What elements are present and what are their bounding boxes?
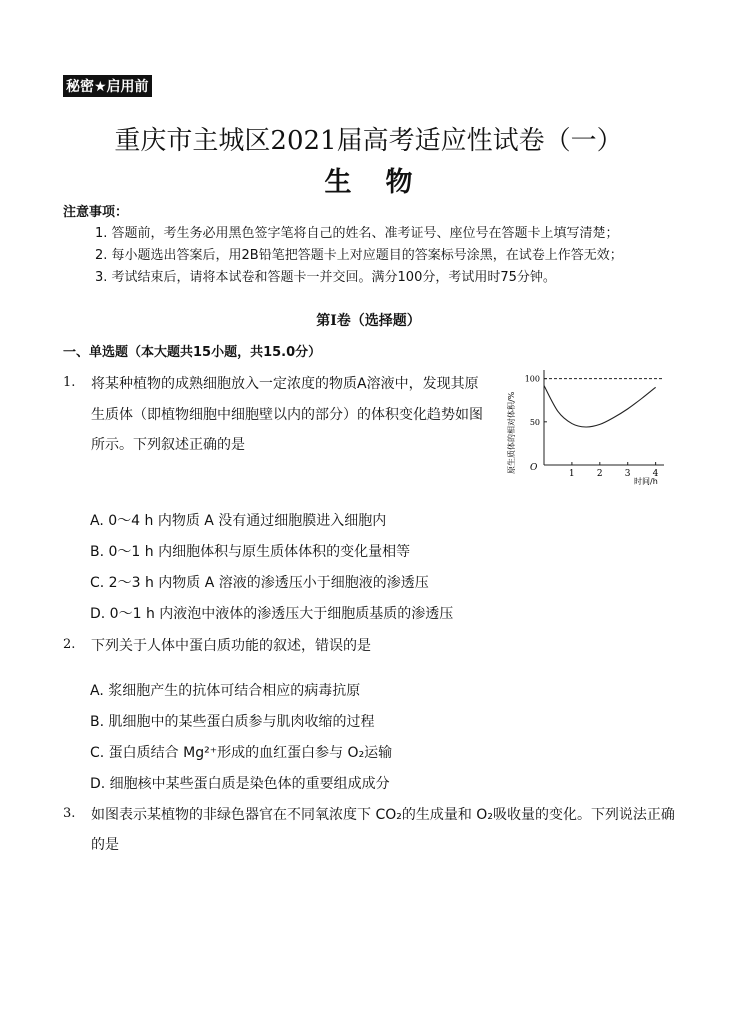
option-a: A. 浆细胞产生的抗体可结合相应的病毒抗原 <box>90 683 361 699</box>
note-item: 3. 考试结束后，请将本试卷和答题卡一并交回。满分100分，考试用时75分钟。 <box>95 270 556 285</box>
question-number: 1. <box>63 375 76 390</box>
y-tick-label: 100 <box>524 374 540 384</box>
exam-title: 重庆市主城区2021届高考适应性试卷（一） <box>114 126 623 156</box>
note-item: 2. 每小题选出答案后，用2B铅笔把答题卡上对应题目的答案标号涂黑，在试卷上作答无效； <box>95 248 623 263</box>
notes-heading: 注意事项： <box>63 205 129 220</box>
volume-curve <box>544 386 656 427</box>
option-b: B. 0～1 h 内细胞体积与原生质体体积的变化量相等 <box>90 544 411 560</box>
question-text: 所示。下列叙述正确的是 <box>91 437 245 453</box>
option-d: D. 0～1 h 内液泡中液体的渗透压大于细胞质基质的渗透压 <box>90 606 454 622</box>
question-text: 下列关于人体中蛋白质功能的叙述，错误的是 <box>91 638 371 654</box>
origin-label: O <box>530 463 538 473</box>
option-c: C. 2～3 h 内物质 A 溶液的渗透压小于细胞液的渗透压 <box>90 575 429 591</box>
volume-change-chart <box>506 362 676 492</box>
chart-xlabel: 时间/h <box>634 477 658 486</box>
question-text: 如图表示某植物的非绿色器官在不同氧浓度下 CO₂的生成量和 O₂吸收量的变化。下列说法正确 <box>91 807 675 823</box>
question-number: 3. <box>63 806 76 821</box>
x-tick-label: 3 <box>624 469 631 479</box>
option-d: D. 细胞核中某些蛋白质是染色体的重要组成成分 <box>90 776 390 792</box>
subject-title: 生物 <box>324 167 447 198</box>
question-text: 的是 <box>91 837 119 853</box>
question-number: 2. <box>63 637 76 652</box>
option-a: A. 0～4 h 内物质 A 没有通过细胞膜进入细胞内 <box>90 513 387 529</box>
option-b: B. 肌细胞中的某些蛋白质参与肌肉收缩的过程 <box>90 714 375 730</box>
y-tick-label: 50 <box>529 417 540 427</box>
x-tick-label: 4 <box>652 469 659 479</box>
x-tick-label: 2 <box>596 469 603 479</box>
x-tick-label: 1 <box>568 469 575 479</box>
chart-ylabel: 原生质体的相对体积/% <box>507 391 516 474</box>
section-title: 一、单选题（本大题共15小题，共15.0分） <box>63 345 322 360</box>
option-c: C. 蛋白质结合 Mg²⁺形成的血红蛋白参与 O₂运输 <box>90 745 393 761</box>
note-item: 1. 答题前，考生务必用黑色签字笔将自己的姓名、准考证号、座位号在答题卡上填写清楚； <box>95 226 619 241</box>
confidential-label: 秘密★启用前 <box>63 75 152 97</box>
volume-title: 第Ⅰ卷（选择题） <box>316 313 421 329</box>
question-text: 将某种植物的成熟细胞放入一定浓度的物质A溶液中，发现其原 <box>91 376 479 392</box>
question-text: 生质体（即植物细胞中细胞壁以内的部分）的体积变化趋势如图 <box>91 407 483 423</box>
